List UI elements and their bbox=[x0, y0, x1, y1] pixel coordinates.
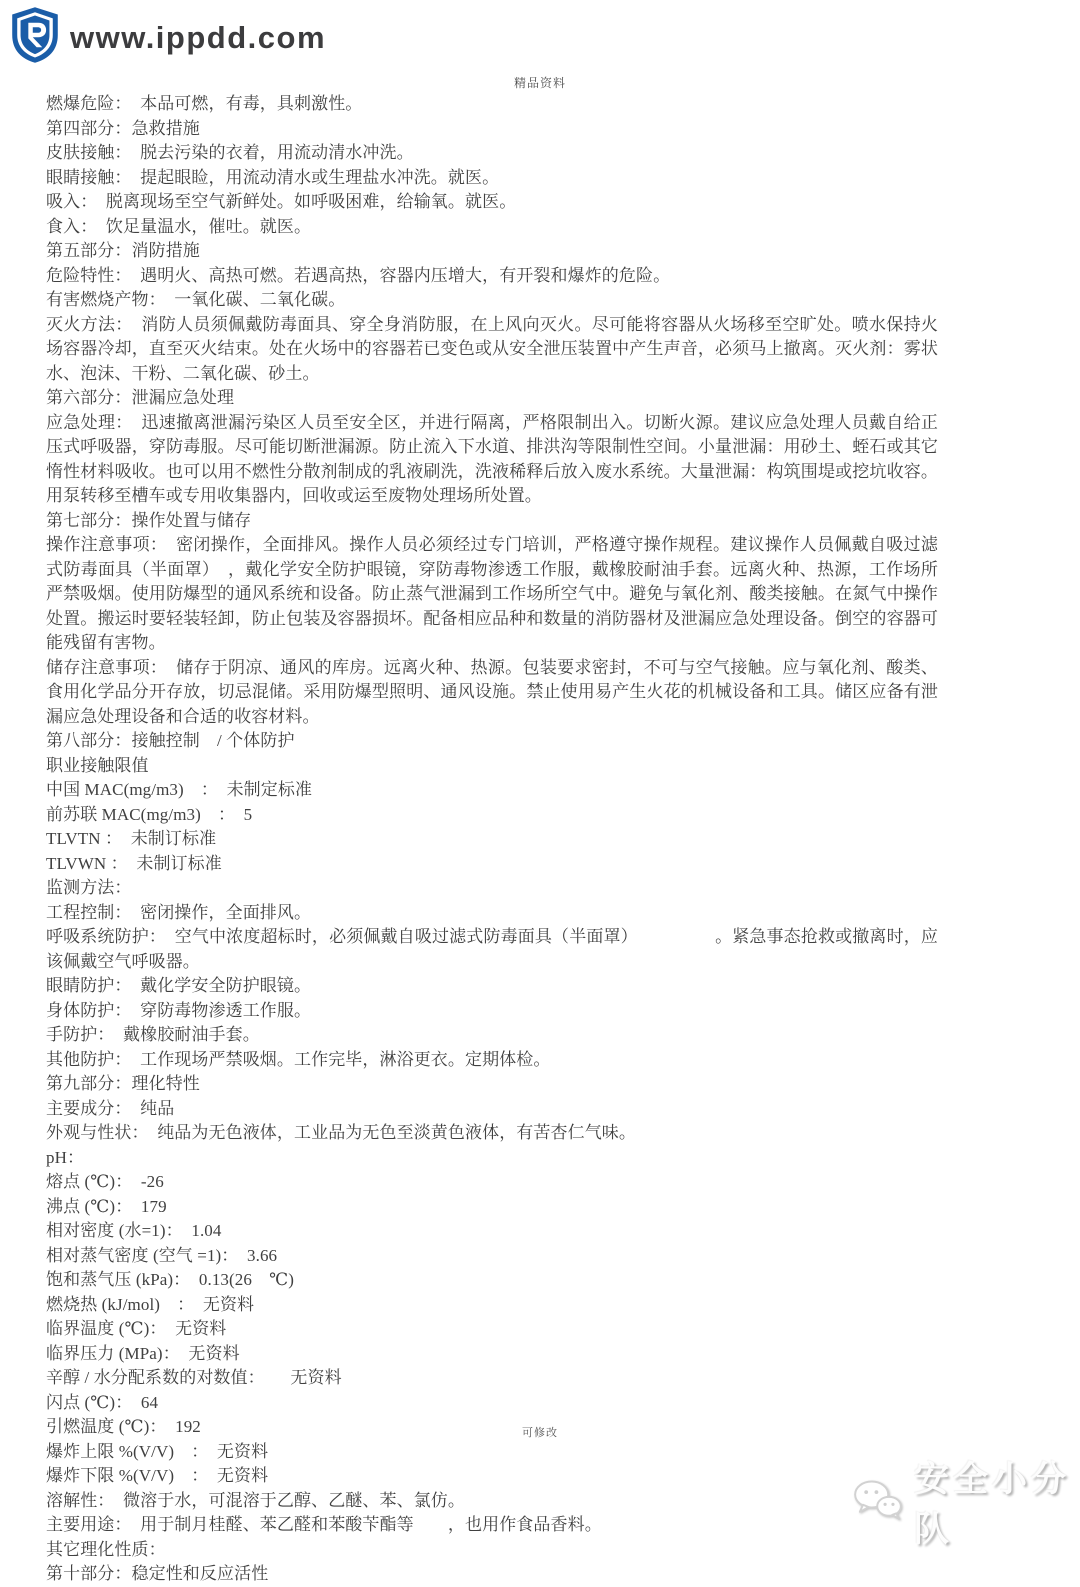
doc-line: 职业接触限值 bbox=[46, 755, 149, 775]
doc-line: 燃烧热 (kJ/mol) ： 无资料 bbox=[46, 1294, 255, 1314]
doc-line: 眼睛接触： 提起眼睑，用流动清水或生理盐水冲洗。就医。 bbox=[46, 167, 500, 187]
doc-line: 身体防护： 穿防毒物渗透工作服。 bbox=[46, 1000, 312, 1020]
document-body bbox=[46, 92, 938, 1587]
doc-line: 燃爆危险： 本品可燃，有毒，具刺激性。 bbox=[46, 94, 363, 113]
doc-line: 操作注意事项： 密闭操作，全面排风。操作人员必须经过专门培训，严格遵守操作规程。建议操作人员佩戴自吸过滤式防毒面具（半面罩） ，戴化学安全防护眼镜，穿防毒物渗透工作服，戴橡胶耐油手套。远离火种、热源，工作场所严禁吸烟。使用防爆型的通风系统和设备。防止蒸气泄漏到工作场所空气中。避免与氧化剂、酸类接触。在氮气中操作处置。搬运时要轻装轻卸，防止包装及容器损坏。配备相应品种和数量的消防器材及泄漏应急处理设备。倒空的容器可能残留有害物。 bbox=[46, 535, 938, 652]
doc-line: 辛醇 / 水分配系数的对数值： 无资料 bbox=[46, 1368, 342, 1387]
site-header bbox=[10, 6, 326, 69]
doc-line: 第四部分：急救措施 bbox=[46, 118, 200, 138]
doc-line: 外观与性状： 纯品为无色液体，工业品为无色至淡黄色液体，有苦杏仁气味。 bbox=[46, 1123, 636, 1142]
site-url: www.ippdd.com bbox=[70, 19, 327, 55]
doc-line: 吸入： 脱离现场至空气新鲜处。如呼吸困难，给输氧。就医。 bbox=[46, 192, 517, 211]
doc-line: 溶解性： 微溶于水，可混溶于乙醇、乙醚、苯、氯仿。 bbox=[46, 1490, 465, 1510]
doc-line: 危险特性： 遇明火、高热可燃。若遇高热，容器内压增大，有开裂和爆炸的危险。 bbox=[46, 265, 671, 285]
brand-watermark bbox=[852, 1452, 1080, 1552]
doc-line: 皮肤接触： 脱去污染的衣着，用流动清水冲洗。 bbox=[46, 143, 414, 162]
doc-line: 前苏联 MAC(mg/m3) ： 5 bbox=[46, 804, 253, 824]
doc-line: 沸点 (℃)： 179 bbox=[46, 1196, 167, 1216]
wechat-icon bbox=[852, 1478, 904, 1527]
doc-line: 呼吸系统防护： 空气中浓度超标时，必须佩戴自吸过滤式防毒面具（半面罩） 。紧急事态抢救或撤离时，应该佩戴空气呼吸器。 bbox=[46, 927, 938, 971]
doc-line: 相对蒸气密度 (空气 =1)： 3.66 bbox=[46, 1245, 278, 1265]
doc-line: 第八部分：接触控制 / 个体防护 bbox=[46, 731, 295, 750]
doc-line: 第十部分：稳定性和反应活性 bbox=[46, 1564, 269, 1583]
doc-line: 爆炸下限 %(V/V) ： 无资料 bbox=[46, 1466, 269, 1485]
doc-line: 熔点 (℃)： -26 bbox=[46, 1172, 164, 1191]
doc-line: pH： bbox=[46, 1147, 85, 1167]
doc-line: 应急处理： 迅速撤离泄漏污染区人员至安全区，并进行隔离，严格限制出入。切断火源。建议应急处理人员戴自给正压式呼吸器，穿防毒服。尽可能切断泄漏源。防止流入下水道、排洪沟等限制性空间。小量泄漏：用砂土、蛭石或其它惰性材料吸收。也可以用不燃性分散剂制成的乳液刷洗，洗液稀释后放入废水系统。大量泄漏：构筑围堤或挖坑收容。用泵转移至槽车或专用收集器内，回收或运至废物处理场所处置。 bbox=[46, 412, 938, 505]
brand-watermark-text: 安全小分队 bbox=[914, 1460, 1071, 1549]
doc-line: 其他防护： 工作现场严禁吸烟。工作完毕，淋浴更衣。定期体检。 bbox=[46, 1049, 551, 1069]
doc-line: 灭火方法： 消防人员须佩戴防毒面具、穿全身消防服，在上风向灭火。尽可能将容器从火场移至空旷处。喷水保持火场容器冷却，直至灭火结束。处在火场中的容器若已变色或从安全泄压装置中产生声音，必须马上撤离。灭火剂：雾状水、泡沫、干粉、二氧化碳、砂土。 bbox=[46, 314, 938, 383]
doc-line: 饱和蒸气压 (kPa)： 0.13(26 ℃) bbox=[46, 1270, 294, 1289]
doc-line: 主要用途： 用于制月桂醛、苯乙醛和苯酸苄酯等 ，也用作食品香料。 bbox=[46, 1515, 602, 1534]
doc-line: 临界温度 (℃)： 无资料 bbox=[46, 1319, 227, 1338]
doc-line: 工程控制： 密闭操作，全面排风。 bbox=[46, 902, 312, 922]
doc-line: 相对密度 (水=1)： 1.04 bbox=[46, 1221, 222, 1240]
doc-line: 储存注意事项： 储存于阴凉、通风的库房。远离火种、热源。包装要求密封，不可与空气接触。应与氧化剂、酸类、食用化学品分开存放，切忌混储。采用防爆型照明、通风设施。禁止使用易产生火花的机械设备和工具。储区应备有泄漏应急处理设备和合适的收容材料。 bbox=[46, 657, 938, 726]
doc-line: 第九部分：理化特性 bbox=[46, 1074, 200, 1093]
doc-line: 第七部分：操作处置与储存 bbox=[46, 510, 252, 530]
doc-line: 食入： 饮足量温水，催吐。就医。 bbox=[46, 216, 312, 236]
doc-line: 其它理化性质： bbox=[46, 1539, 166, 1559]
shield-p-icon bbox=[10, 6, 60, 69]
doc-line: 眼睛防护： 戴化学安全防护眼镜。 bbox=[46, 976, 312, 995]
top-watermark: 精品资料 bbox=[513, 76, 566, 90]
doc-line: TLVWN ： 未制订标准 bbox=[46, 853, 222, 873]
doc-line: 中国 MAC(mg/m3) ： 未制定标准 bbox=[46, 780, 313, 799]
doc-line: TLVTN ： 未制订标准 bbox=[46, 829, 217, 848]
doc-line: 第五部分：消防措施 bbox=[46, 241, 200, 260]
doc-line: 有害燃烧产物： 一氧化碳、二氧化碳。 bbox=[46, 290, 346, 309]
doc-line: 闪点 (℃)： 64 bbox=[46, 1392, 159, 1412]
doc-line: 临界压力 (MPa)： 无资料 bbox=[46, 1343, 240, 1363]
bottom-watermark: 可修改 bbox=[522, 1427, 558, 1439]
doc-line: 手防护： 戴橡胶耐油手套。 bbox=[46, 1025, 260, 1044]
doc-line: 第六部分：泄漏应急处理 bbox=[46, 388, 235, 407]
doc-line: 引燃温度 (℃)： 192 bbox=[46, 1417, 201, 1436]
doc-line: 爆炸上限 %(V/V) ： 无资料 bbox=[46, 1441, 269, 1461]
doc-line: 主要成分： 纯品 bbox=[46, 1098, 175, 1118]
doc-line: 监测方法： bbox=[46, 878, 132, 897]
